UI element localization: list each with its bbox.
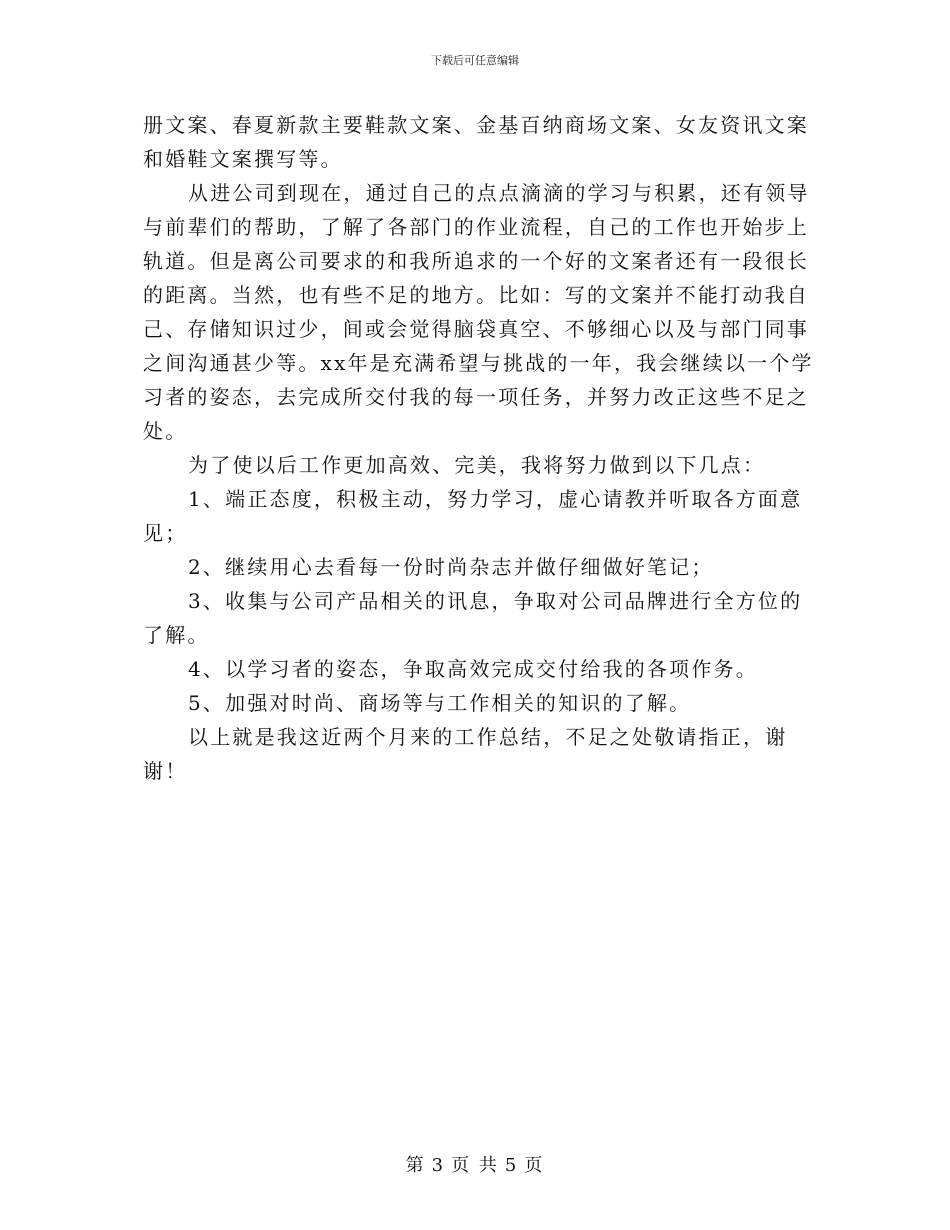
header-text: 下载后可任意编辑 [431,54,519,67]
list-item-1: 1、端正态度，积极主动，努力学习，虚心请教并听取各方面意见； [143,487,803,545]
current-page-number: 3 [431,1155,446,1176]
total-pages-number: 5 [504,1155,519,1176]
paragraph-plan-intro: 为了使以后工作更加高效、完美，我将努力做到以下几点： [188,453,766,477]
list-item-4: 4、以学习者的姿态，争取高效完成交付给我的各项作务。 [188,657,758,681]
document-body [143,108,823,788]
footer-suffix: 页 [524,1155,545,1176]
paragraph-closing: 以上就是我这近两个月来的工作总结，不足之处敬请指正，谢谢！ [143,725,788,783]
list-item-5: 5、加强对时尚、商场等与工作相关的知识的了解。 [188,691,692,715]
page-header [0,54,950,68]
list-item-3: 3、收集与公司产品相关的讯息，争取对公司品牌进行全方位的了解。 [143,589,803,647]
footer-prefix: 第 [405,1155,426,1176]
page-footer [0,1155,950,1177]
paragraph-progress: 从进公司到现在，通过自己的点点滴滴的学习与积累，还有领导与前辈们的帮助，了解了各部门的作业流程，自己的工作也开始步上轨道。但是离公司要求的和我所追求的一个好的文案者还有一段很长的距离。当然，也有些不足的地方。比如：写的文案并不能打动我自己、存储知识过少，间或会觉得脑袋真空、不够细心以及与部门同事之间沟通甚少等。xx年是充满希望与挑战的一年，我会继续以一个学习者的姿态，去完成所交付我的每一项任务，并努力改正这些不足之处。 [143,181,814,443]
list-item-2: 2、继续用心去看每一份时尚杂志并做仔细做好笔记； [188,555,714,579]
paragraph-continuation: 册文案、春夏新款主要鞋款文案、金基百纳商场文案、女友资讯文案和婚鞋文案撰写等。 [143,113,809,171]
footer-middle: 页 共 [451,1155,499,1176]
